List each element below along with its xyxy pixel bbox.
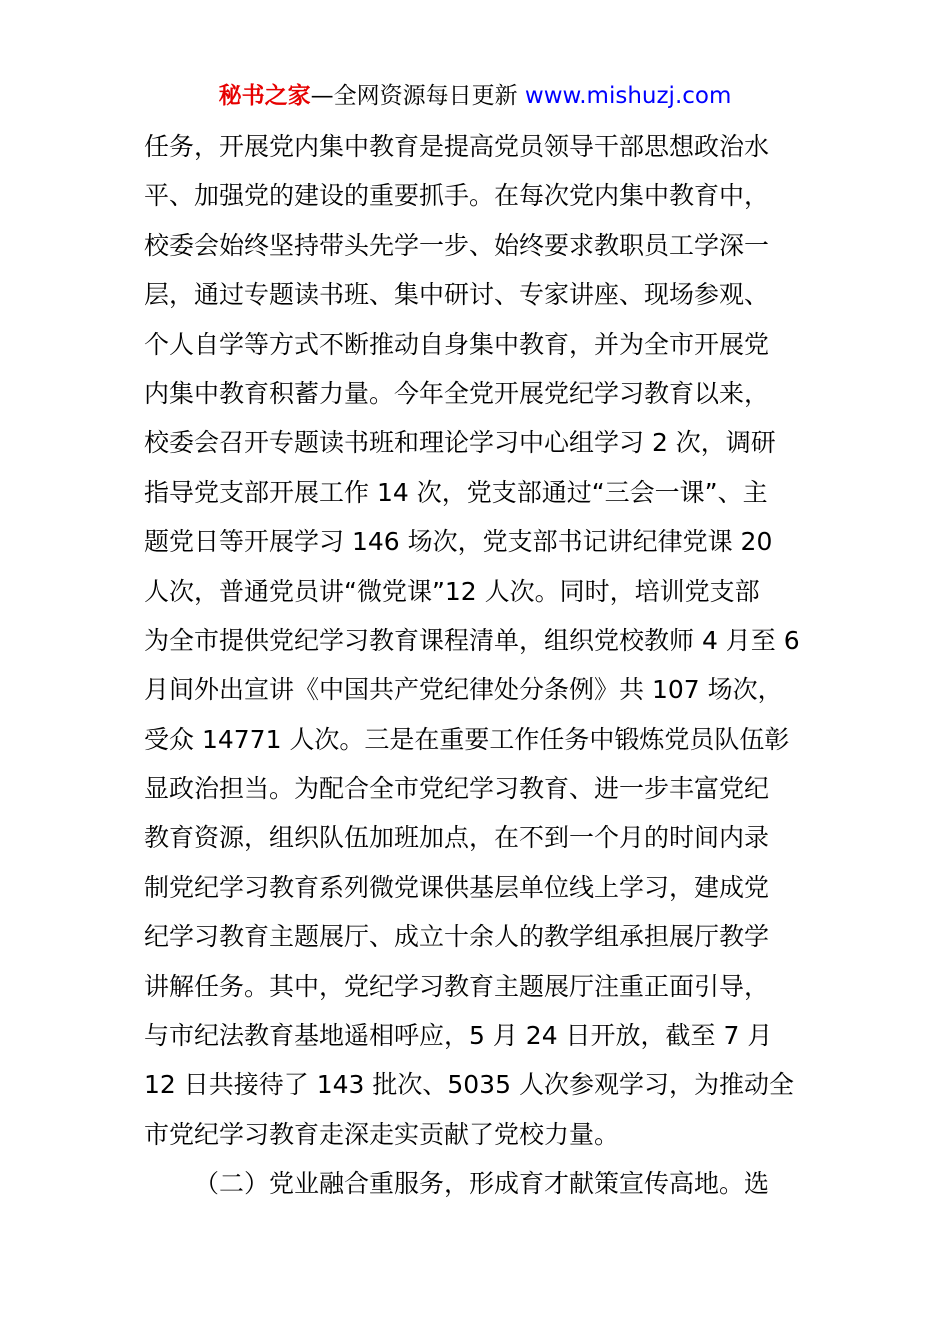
text-line: 指导党支部开展工作 14 次，党支部通过“三会一课”、主 [144, 477, 768, 507]
text-line: 人次，普通党员讲“微党课”12 人次。同时，培训党支部 [144, 576, 760, 606]
document-body [144, 122, 814, 1209]
text-line: 12 日共接待了 143 批次、5035 人次参观学习，为推动全 [144, 1070, 794, 1100]
text-line: 讲解任务。其中，党纪学习教育主题展厅注重正面引导， [144, 971, 770, 1001]
text-line: 月间外出宣讲《中国共产党纪律处分条例》共 107 场次， [144, 675, 783, 705]
text-line: 纪学习教育主题展厅、成立十余人的教学组承担展厅教学 [144, 922, 770, 952]
section-heading-line: （二）党业融合重服务，形成育才献策宣传高地。选 [194, 1169, 770, 1199]
text-line: 任务，开展党内集中教育是提高党员领导干部思想政治水 [144, 132, 770, 161]
text-line: 个人自学等方式不断推动自身集中教育，并为全市开展党 [144, 329, 770, 359]
text-line: 层，通过专题读书班、集中研讨、专家讲座、现场参观、 [144, 280, 770, 310]
text-line: 校委会召开专题读书班和理论学习中心组学习 2 次，调研 [144, 428, 776, 458]
text-line: 校委会始终坚持带头先学一步、始终要求教职员工学深一 [144, 230, 770, 260]
text-line: 平、加强党的建设的重要抓手。在每次党内集中教育中， [144, 181, 770, 211]
text-line: 制党纪学习教育系列微党课供基层单位线上学习，建成党 [144, 872, 770, 902]
text-line: 市党纪学习教育走深走实贡献了党校力量。 [144, 1119, 620, 1149]
text-line: 题党日等开展学习 146 场次，党支部书记讲纪律党课 20 [144, 527, 773, 557]
text-line: 教育资源，组织队伍加班加点，在不到一个月的时间内录 [144, 823, 770, 853]
text-line: 内集中教育积蓄力量。今年全党开展党纪学习教育以来， [144, 378, 770, 408]
text-line: 为全市提供党纪学习教育课程清单，组织党校教师 4 月至 6 [144, 625, 800, 655]
header-url-link[interactable]: www.mishuzj.com [524, 83, 732, 109]
text-line: 显政治担当。为配合全市党纪学习教育、进一步丰富党纪 [144, 774, 770, 804]
text-line: 受众 14771 人次。三是在重要工作任务中锻炼党员队伍彰 [144, 724, 790, 754]
header-brand: 秘书之家 [218, 83, 311, 109]
page-header [0, 80, 950, 112]
text-line: 与市纪法教育基地遥相呼应，5 月 24 日开放，截至 7 月 [144, 1021, 773, 1051]
header-slogan: —全网资源每日更新 [310, 83, 525, 109]
